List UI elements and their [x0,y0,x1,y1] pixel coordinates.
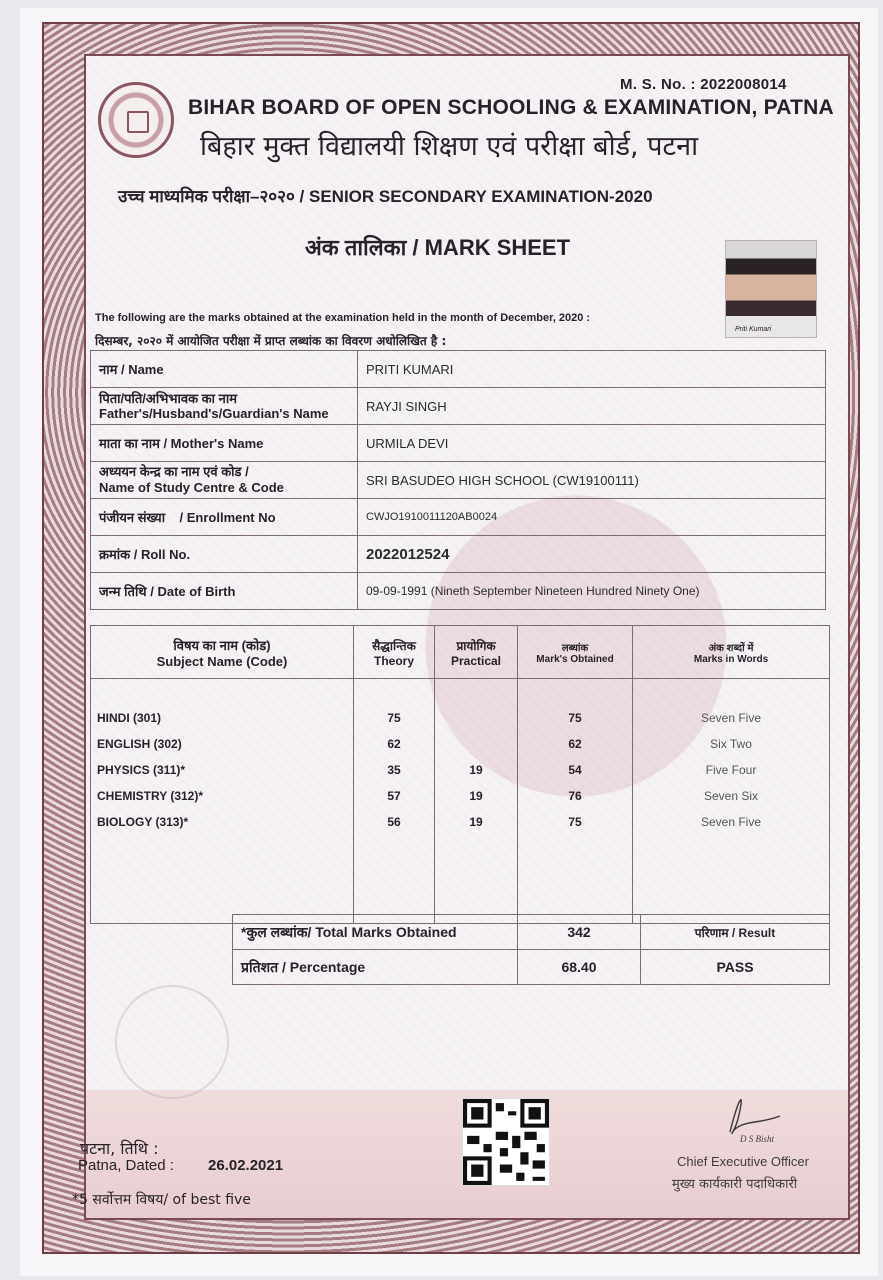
marks-in-words: Seven Five [633,705,830,731]
theory-mark: 57 [354,783,435,809]
place-hindi: पटना, तिथि : [80,1139,159,1158]
marks-in-words: Five Four [633,757,830,783]
detail-row [91,425,826,462]
issue-date: 26.02.2021 [208,1157,284,1174]
header-words: अंक शब्दों में Marks in Words [633,626,830,679]
intro-text-english: The following are the marks obtained at the examination held in the month of December, 2020 : [95,312,591,324]
header-practical: प्रायोगिक Practical [435,626,518,679]
detail-value: PRITI KUMARI [358,351,826,388]
detail-value: RAYJI SINGH [358,388,826,425]
practical-mark: 19 [435,783,518,809]
detail-value: URMILA DEVI [358,425,826,462]
header-obtained: लब्धांक Mark's Obtained [518,626,633,679]
totals-table [232,914,830,985]
detail-row [91,462,826,499]
theory-mark: 75 [354,705,435,731]
detail-value: 09-09-1991 (Nineth September Nineteen Hundred Ninety One) [358,573,826,610]
photo-signature: Priti Kumari [735,326,772,333]
qr-code-icon [462,1098,550,1186]
subject-name: HINDI (301) [91,705,354,731]
intro-text-hindi: दिसम्बर, २०२० में आयोजित परीक्षा में प्राप्त लब्धांक का विवरण अधोलिखित है : [95,334,447,348]
detail-label: अध्ययन केन्द्र का नाम एवं कोड / Name of Study Centre & Code [91,462,358,499]
subject-row [91,705,830,731]
theory-mark: 56 [354,809,435,835]
percentage-label: प्रतिशत / Percentage [233,950,518,985]
total-row [233,915,830,950]
subject-row [91,731,830,757]
practical-mark: 19 [435,757,518,783]
detail-value: CWJO1910011120AB0024 [358,499,826,536]
board-name-english: BIHAR BOARD OF OPEN SCHOOLING & EXAMINATION, PATNA [188,96,834,119]
student-photo [725,240,817,338]
subject-name: CHEMISTRY (312)* [91,783,354,809]
student-details-table [90,350,826,610]
obtained-mark: 75 [518,809,633,835]
seal-watermark-icon [115,985,229,1099]
officer-title-english: Chief Executive Officer [677,1154,809,1169]
place-english: Patna, Dated : [78,1157,174,1174]
total-value: 342 [518,915,641,950]
detail-row [91,573,826,610]
detail-value: SRI BASUDEO HIGH SCHOOL (CW19100111) [358,462,826,499]
detail-label: पंजीयन संख्या / Enrollment No [91,499,358,536]
percentage-value: 68.40 [518,950,641,985]
detail-label: पिता/पति/अभिभावक का नाम Father's/Husband's/Guardian's Name [91,388,358,425]
marks-in-words: Seven Five [633,809,830,835]
result-label: परिणाम / Result [641,915,830,950]
mark-sheet-title: अंक तालिका / MARK SHEET [305,235,571,260]
percentage-row [233,950,830,985]
theory-mark: 35 [354,757,435,783]
board-logo-icon [98,82,174,158]
subject-row [91,757,830,783]
signature-text: D S Bisht [740,1134,775,1144]
subject-name: ENGLISH (302) [91,731,354,757]
practical-mark [435,705,518,731]
header-subject: विषय का नाम (कोड) Subject Name (Code) [91,626,354,679]
marks-in-words: Seven Six [633,783,830,809]
marks-header-row [91,626,830,679]
subject-row [91,783,830,809]
detail-row [91,499,826,536]
exam-title: उच्च माध्यमिक परीक्षा–२०२० / SENIOR SECONDARY EXAMINATION-2020 [118,187,653,206]
detail-label: जन्म तिथि / Date of Birth [91,573,358,610]
detail-row [91,388,826,425]
marks-table [90,625,830,924]
practical-mark: 19 [435,809,518,835]
officer-signature-icon [700,1090,790,1150]
subject-name: BIOLOGY (313)* [91,809,354,835]
result-value: PASS [641,950,830,985]
detail-row [91,351,826,388]
header-theory: सैद्धान्तिक Theory [354,626,435,679]
qr-code-graphic [463,1099,549,1185]
detail-row [91,536,826,573]
obtained-mark: 62 [518,731,633,757]
board-name-hindi: बिहार मुक्त विद्यालयी शिक्षण एवं परीक्षा बोर्ड, पटना [200,131,699,162]
spacer-row [91,679,830,706]
spacer-row [91,835,830,924]
obtained-mark: 76 [518,783,633,809]
obtained-mark: 75 [518,705,633,731]
detail-value: 2022012524 [358,536,826,573]
marks-in-words: Six Two [633,731,830,757]
detail-label: नाम / Name [91,351,358,388]
detail-label: माता का नाम / Mother's Name [91,425,358,462]
obtained-mark: 54 [518,757,633,783]
theory-mark: 62 [354,731,435,757]
subject-row [91,809,830,835]
best-five-note: *5 सर्वोत्तम विषय/ of best five [72,1192,251,1208]
ms-number: M. S. No. : 2022008014 [620,76,787,93]
officer-title-hindi: मुख्य कार्यकारी पदाधिकारी [672,1177,798,1192]
detail-label: क्रमांक / Roll No. [91,536,358,573]
subject-name: PHYSICS (311)* [91,757,354,783]
total-label: *कुल लब्धांक/ Total Marks Obtained [233,915,518,950]
practical-mark [435,731,518,757]
